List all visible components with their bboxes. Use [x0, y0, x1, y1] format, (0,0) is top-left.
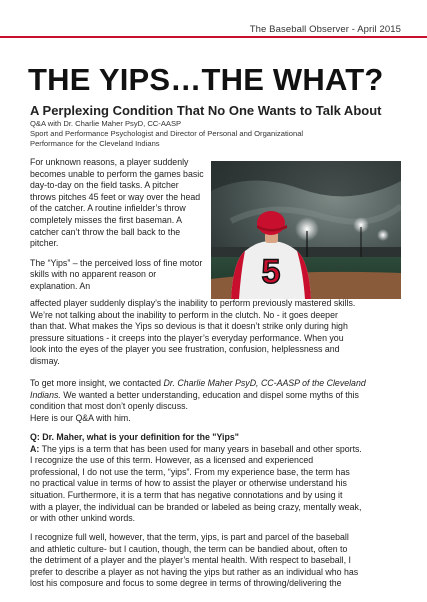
credit-line: Performance for the Cleveland Indians: [30, 139, 160, 149]
body-line: pressure situations - it creeps into the player’s everyday performance. When you: [30, 332, 344, 343]
jersey-number: 5: [261, 253, 281, 291]
body-line: I recognize full well, however, that the term, yips, is part and parcel of the baseball: [30, 532, 349, 542]
answer-line: or with other unkind words.: [30, 513, 136, 524]
body-line: than that. What makes the Yips so devious is that it doesn’t strike only during high: [30, 321, 348, 332]
contact-purpose: We wanted a better understanding, education and dispel some myths of this: [60, 389, 359, 400]
intro-paragraph: For unknown reasons, a player suddenly becomes unable to perform the games basic day-to-day on the field tasks. A pitcher throws pitches 45 feet or way over the head of the catcher. A routine infielder’s throw completely misses the first baseman. A catcher can’t throw the ball back to the pitcher.: [30, 157, 204, 249]
body-line: [30, 390, 400, 402]
masthead: The Baseball Observer - April 2015: [249, 24, 401, 35]
expert-team: Indians.: [30, 389, 61, 400]
body-line: lost his composure and focus to some degree in terms of throwing/delivering the: [30, 578, 342, 589]
answer-line: [30, 444, 400, 456]
contact-intro: To get more insight, we contacted: [30, 378, 164, 388]
subheadline: A Perplexing Condition That No One Wants to Talk About: [30, 103, 382, 118]
answer-line: I recognize the use of this term. However, as a licensed and experienced: [30, 455, 314, 466]
photo-illustration: [211, 161, 401, 299]
intro-column: [30, 157, 206, 301]
baseball-player-photo: [211, 161, 401, 299]
answer-line: situation. Furthermore, it is a term that has negative connotations and by using it: [30, 489, 343, 500]
culture-paragraph: [30, 532, 400, 590]
question-heading: Q: Dr. Maher, what is your definition for the "Yips": [30, 432, 239, 442]
credit-line: Sport and Performance Psychologist and Director of Personal and Organizational: [30, 129, 304, 139]
body-line: We’re not talking about the inability to perform in the clutch. No - it goes deeper: [30, 309, 338, 320]
answer-line: no practical value in terms of how to assist the player or otherwise understand his: [30, 478, 347, 489]
answer-line: professional, I do not use the term, “yips”. From my experience base, the term has: [30, 466, 350, 477]
answer-line: with a player, the individual can be branded or labeled as being crazy, mentally weak,: [30, 501, 362, 512]
body-line: prefer to describe a player as not having the yips but rather as an individual who has: [30, 566, 359, 577]
answer-text: The yips is a term that has been used for many years in baseball and other sports.: [39, 443, 362, 454]
credit-line: Q&A with Dr. Charlie Maher PsyD, CC-AASP: [30, 119, 182, 128]
body-line: affected player suddenly display’s the inability to perform previously mastered skills.: [30, 298, 356, 308]
answer-label: A:: [30, 443, 40, 454]
body-line: dismay.: [30, 355, 60, 366]
author-credits: [30, 119, 400, 150]
body-line: condition that most don’t openly discuss.: [30, 401, 188, 412]
body-line: and athletic culture- but I caution, though, the term can be bandied about, often to: [30, 543, 348, 554]
yips-definition-continued: [30, 298, 400, 368]
yips-definition-start: The “Yips” – the perceived loss of fine motor skills with no apparent reason or explanation. An: [30, 257, 203, 291]
expert-name: Dr. Charlie Maher PsyD, CC-AASP of the Cleveland: [163, 378, 366, 388]
body-line: the detriment of a player and the player’s mental health. With respect to baseball, I: [30, 555, 351, 566]
body-line: look into the eyes of the player you see frustration, confusion, helplessness and: [30, 344, 340, 355]
headline: THE YIPS…THE WHAT?: [28, 62, 384, 97]
body-line: Here is our Q&A with him.: [30, 412, 131, 423]
header-rule: [0, 36, 427, 38]
contact-paragraph: [30, 378, 400, 424]
body-line: [30, 378, 400, 390]
qa-section: [30, 432, 400, 525]
